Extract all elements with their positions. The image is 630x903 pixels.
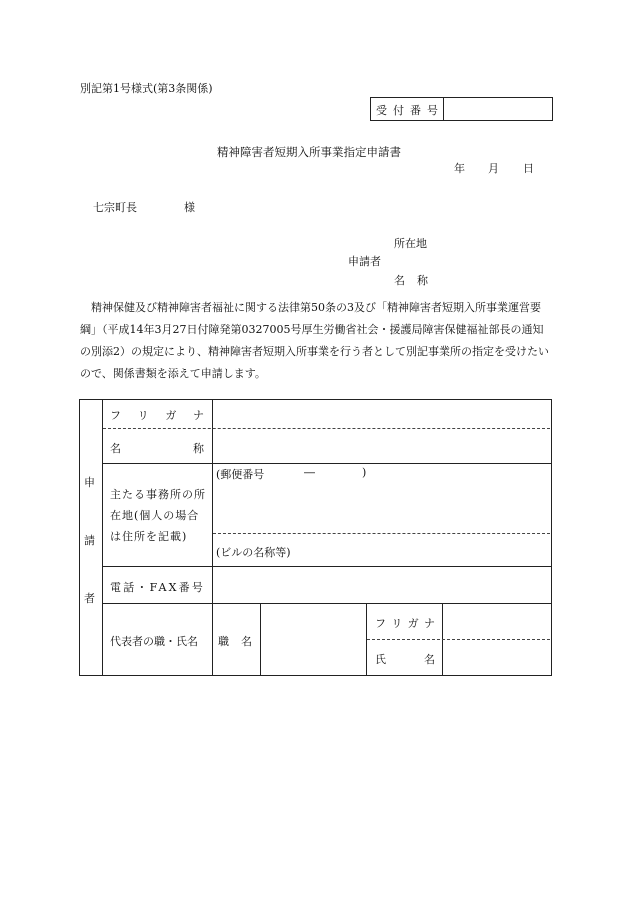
date-month: 月 <box>488 162 499 175</box>
postal-dash: ― <box>304 466 315 479</box>
postal-label: (郵便番号 <box>216 468 265 481</box>
side-label-char-2: 請 <box>84 534 95 547</box>
reception-number-label: 受付番号 <box>376 104 444 117</box>
phone-fax-field[interactable] <box>214 568 549 602</box>
name-label <box>394 272 428 288</box>
representative-label: 代表者の職・氏名 <box>110 635 198 648</box>
name-field[interactable] <box>214 430 549 462</box>
name-char-2: 称 <box>417 274 428 287</box>
postal-close: ) <box>362 466 367 479</box>
side-label-char-3: 者 <box>84 592 95 605</box>
office-location-label: 主たる事務所の所在地(個人の場合は住所を記載) <box>110 488 206 543</box>
table-name-label: 名 称 <box>110 442 204 455</box>
rep-name-label: 氏 名 <box>375 653 435 666</box>
addressee-honorific: 様 <box>184 201 195 214</box>
addressee-name: 七宗町長 <box>93 201 137 214</box>
side-label-char-1: 申 <box>84 476 95 489</box>
applicant-label: 申請者 <box>348 255 381 268</box>
rep-furigana-label: フ リ ガ ナ <box>375 617 435 630</box>
reception-number-field[interactable] <box>445 98 550 120</box>
date-day: 日 <box>523 162 534 175</box>
phone-fax-label: 電話・FAX番号 <box>110 581 206 594</box>
office-address-field[interactable] <box>214 483 549 531</box>
location-label: 所在地 <box>394 237 427 250</box>
building-label: (ビルの名称等) <box>216 546 291 559</box>
page-title: 精神障害者短期入所事業指定申請書 <box>217 145 401 159</box>
name-char-1: 名 <box>394 274 405 287</box>
furigana-label: フ リ ガ ナ <box>110 409 204 422</box>
position-field[interactable] <box>262 605 365 674</box>
rep-furigana-field[interactable] <box>444 605 549 638</box>
form-label: 別記第1号様式(第3条関係) <box>80 82 213 95</box>
body-paragraph: 精神保健及び精神障害者福祉に関する法律第50条の3及び「精神障害者短期入所事業運営要綱」（平成14年3月27日付障発第0327005号厚生労働省社会・援護局障害保健福祉部長の通知の別添2）の規定により、精神障害者短期入所事業を行う者として別記事業所の指定を受けたいので、関係書類を添えて申請します。 <box>80 301 549 380</box>
furigana-field[interactable] <box>214 401 549 427</box>
rep-name-field[interactable] <box>444 641 549 674</box>
date-year: 年 <box>454 162 465 175</box>
position-label: 職 名 <box>218 635 252 648</box>
